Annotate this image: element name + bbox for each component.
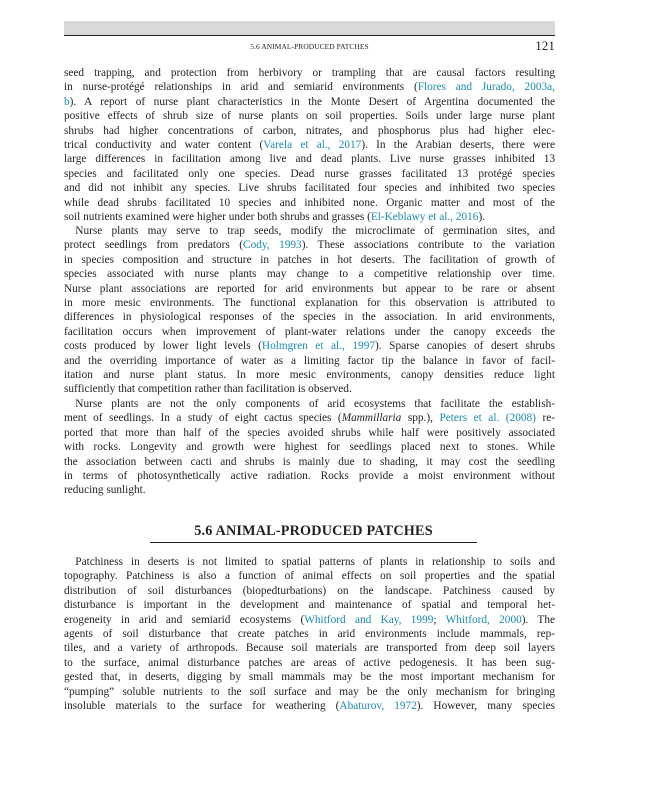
text-line: disturbance is important in the development and maintenance of spatial and temporal het-: [64, 599, 555, 612]
text-line: Nurse plant associations are reported for arid environments but appear to be rare or absent: [64, 282, 555, 295]
text-line: protect seedlings from predators (Cody, 1993). These associations contribute to the variation: [64, 239, 555, 252]
paragraph-4: [64, 555, 555, 713]
text-line: Nurse plants are not the only components of arid ecosystems that facilitate the establish-: [64, 398, 555, 410]
text-line: the association between cacti and shrubs is mainly due to shading, it may cost the seedling: [64, 455, 555, 468]
text-line: ment of seedlings. In a study of eight cactus species (Mammillaria spp.), Peters et al. (2008) re-: [64, 412, 556, 425]
text-line: species and facilitated only one species. Dead nurse grasses facilitated 13 protégé species: [64, 167, 555, 180]
text-line: soil nutrients examined were higher under both shrubs and grasses (El-Keblawy et al., 2016).: [64, 210, 486, 223]
text-line: species associated with nurse plants may change to a competitive relationship over time.: [64, 268, 555, 281]
text-line: and did not inhibit any species. Live shrubs facilitated four species and inhibited two species: [64, 182, 555, 195]
citation-link[interactable]: Whitford, 2000: [445, 613, 522, 626]
citation-link[interactable]: Whitford and Kay, 1999: [304, 613, 434, 626]
text-line: agents of soil disturbance that create patches in arid environments include mammals, rep-: [64, 627, 555, 640]
text-line: and the overriding importance of water as a limiting factor tip the balance in favor of facil-: [64, 354, 555, 367]
section-rule: [150, 542, 477, 543]
header-bar: [64, 21, 555, 35]
text-line: Nurse plants may serve to trap seeds, modify the microclimate of germination sites, and: [64, 225, 555, 237]
text-line: in terms of photosynthetically active radiation. Rocks provide a moist environment without: [64, 469, 555, 482]
text-line: with rocks. Longevity and growth were highest for seedlings placed next to stones. While: [64, 441, 555, 454]
header-rule: [64, 35, 555, 36]
text-line: in species composition and structure in patches in hot deserts. The facilitation of growth of: [64, 253, 555, 266]
text-line: in more mesic environments. The functional explanation for this observation is attributed to: [64, 296, 555, 309]
text-line: positive effects of shrub size of nurse plants on soil properties. Soils under large nurse plant: [64, 110, 555, 123]
italic-term: Mammillaria: [341, 412, 402, 425]
text-line: sufficiently that competition rather than facilitation is observed.: [64, 383, 352, 396]
text-line: gested that, in deserts, digging by small mammals may be the most important mechanism for: [64, 671, 555, 684]
citation-link[interactable]: El-Keblawy et al., 2016: [370, 210, 479, 223]
text-line: erogeneity in arid and semiarid ecosystems (Whitford and Kay, 1999; Whitford, 2000). The: [64, 613, 555, 626]
text-line: shrubs had higher concentrations of carbon, nitrates, and phosphorus plus had higher elec-: [64, 124, 555, 137]
text-line: large differences in facilitation among live and dead plants. Live nurse grasses inhibited 13: [64, 153, 555, 166]
text-line: to the surface, animal disturbance patches are areas of active pedogenesis. It has been sug-: [64, 656, 555, 669]
citation-link[interactable]: Abaturov, 1972: [339, 699, 417, 712]
paragraph-1: [64, 66, 555, 224]
citation-link[interactable]: Varela et al., 2017: [263, 138, 362, 151]
citation-link[interactable]: Flores and Jurado, 2003a,: [417, 81, 555, 94]
text-line: b). A report of nurse plant characteristics in the Monte Desert of Argentina documented the: [64, 95, 555, 108]
text-line: trical conductivity and water content (Varela et al., 2017). In the Arabian deserts, there were: [64, 138, 555, 151]
text-line: distribution of soil disturbances (biopedturbations) on the landscape. Patchiness caused by: [64, 584, 555, 597]
text-line: seed trapping, and protection from herbivory or trampling that are causal factors resulting: [64, 67, 555, 79]
running-title: 5.6 ANIMAL-PRODUCED PATCHES: [250, 42, 369, 51]
text-line: itation and nurse plant status. In more mesic environments, canopy densities reduce light: [64, 368, 555, 381]
citation-link[interactable]: b: [64, 95, 70, 108]
text-line: while dead shrubs facilitated 10 species and inhibited none. Organic matter and most of the: [64, 196, 555, 209]
citation-link[interactable]: Holmgren et al., 1997: [261, 340, 376, 353]
text-line: Patchiness in deserts is not limited to spatial patterns of plants in relationship to soils and: [64, 556, 555, 568]
citation-link[interactable]: Cody, 1993: [243, 239, 302, 252]
paragraph-3: [64, 397, 555, 498]
text-line: tiles, and a variety of arthropods. Because soil materials are transported from deep soil layers: [64, 642, 555, 655]
text-line: insoluble materials to the surface for weathering (Abaturov, 1972). However, many species: [64, 699, 555, 712]
section-heading: 5.6 ANIMAL-PRODUCED PATCHES: [194, 523, 433, 539]
text-line: costs produced by lower light levels (Holmgren et al., 1997). Sparse canopies of desert shrubs: [64, 340, 556, 353]
text-line: “pumping” soluble nutrients to the soil surface and may be the only mechanism for bringing: [64, 685, 555, 698]
text-line: facilitation occurs when improvement of plant-water relations under the canopy exceeds the: [64, 325, 555, 338]
text-line: topography. Patchiness is also a function of animal effects on soil properties and the spatial: [64, 570, 555, 583]
paragraph-2: [64, 224, 555, 397]
text-line: reducing sunlight.: [64, 484, 146, 497]
text-line: in nurse-protégé relationships in arid and semiarid environments (Flores and Jurado, 2003a,: [64, 81, 555, 94]
page-number: 121: [535, 38, 555, 53]
text-line: ported that more than half of the species avoided shrubs while half were positively associated: [64, 426, 555, 439]
text-line: differences in physiological responses of the species in the association. In arid environments,: [64, 311, 555, 324]
citation-link[interactable]: Peters et al. (2008): [439, 412, 536, 425]
